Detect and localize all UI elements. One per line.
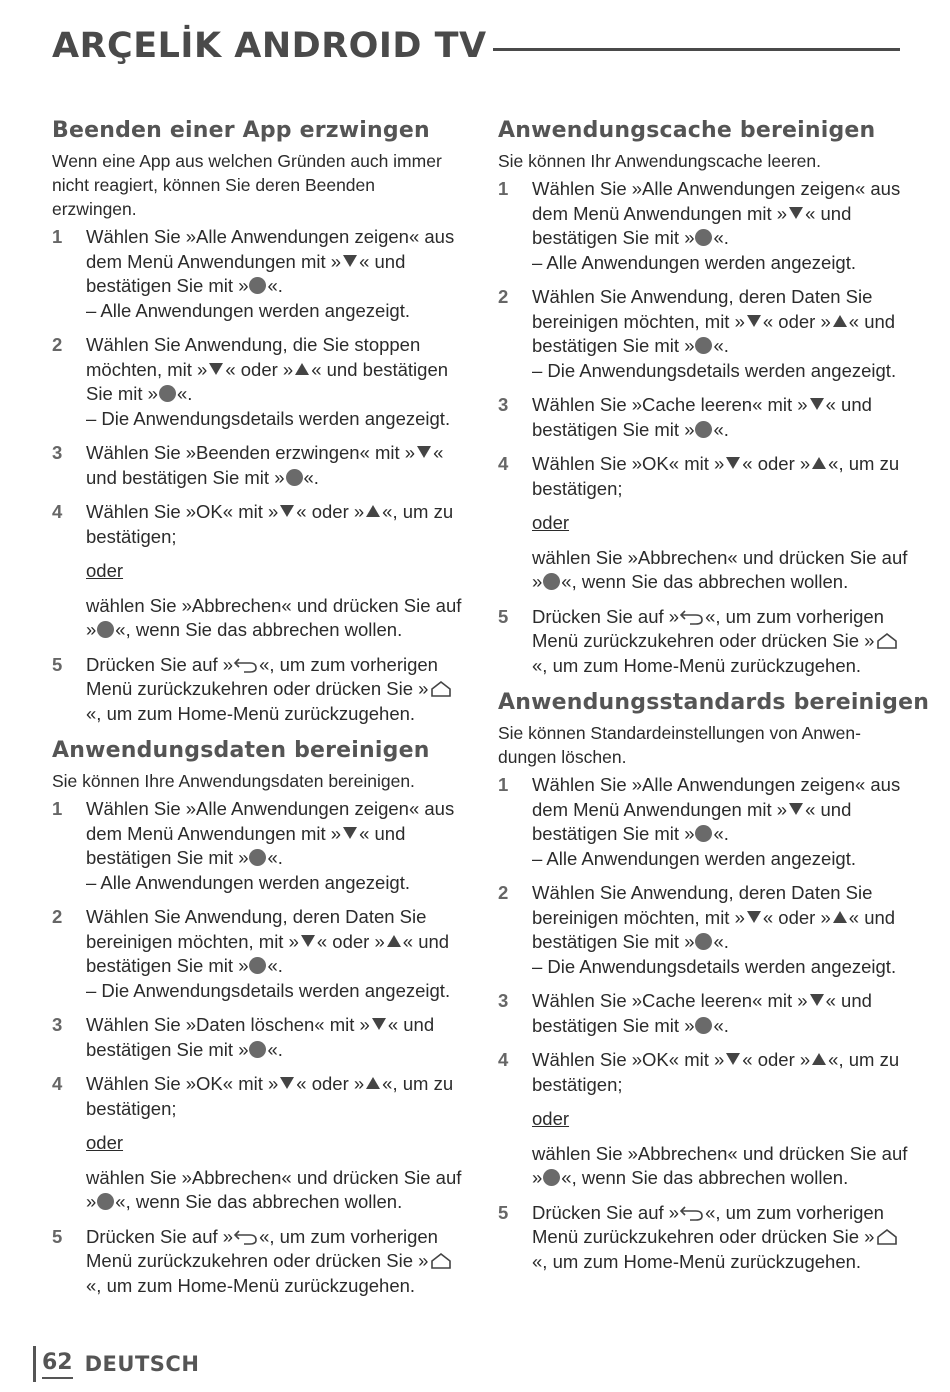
arrow-down-icon bbox=[726, 457, 740, 469]
section-force-stop bbox=[52, 118, 464, 726]
step-result: – Alle Anwendungen werden angezeigt. bbox=[86, 299, 411, 321]
arrow-down-icon bbox=[280, 1077, 294, 1089]
ok-button-icon bbox=[97, 1193, 114, 1210]
step-3 bbox=[52, 1013, 464, 1062]
section-intro: Wenn eine App aus welchen Gründen auch immer nicht reagiert, können Sie deren Beenden erzwingen. bbox=[52, 151, 442, 219]
home-icon bbox=[874, 1228, 900, 1246]
step-text: Wählen Sie »OK« mit » « oder » «, um zu bestätigen; bbox=[86, 501, 454, 547]
ok-button-icon bbox=[159, 385, 176, 402]
section-intro: Sie können Standardeinstellungen von Anwendungen löschen. bbox=[498, 723, 861, 767]
step-text: Wählen Sie »Daten löschen« mit » « und bestätigen Sie mit » «. bbox=[86, 1014, 435, 1060]
left-column bbox=[52, 118, 464, 1310]
page-footer bbox=[33, 1346, 199, 1382]
step-number: 5 bbox=[52, 1225, 63, 1247]
arrow-down-icon bbox=[747, 315, 761, 327]
step-result: – Alle Anwendungen werden angezeigt. bbox=[86, 871, 411, 893]
arrow-down-icon bbox=[810, 994, 824, 1006]
step-text: Wählen Sie »Alle Anwendungen zeigen« aus dem Menü Anwendungen mit » « und bestätigen Sie mit » «. bbox=[86, 226, 455, 296]
step-text: Wählen Sie Anwendung, die Sie stoppen möchten, mit » « oder » « und bestätigen Sie mit » «. bbox=[86, 334, 449, 404]
step-number: 5 bbox=[498, 605, 509, 627]
section-intro: Sie können Ihr Anwendungscache leeren. bbox=[498, 151, 822, 171]
ok-button-icon bbox=[286, 469, 303, 486]
step-text: Drücken Sie auf » «, um zum vorherigen Menü zurückzukehren oder drücken Sie »«, um zum Home-Menü zurückzugehen. bbox=[86, 1225, 464, 1299]
or-label: oder bbox=[86, 560, 124, 581]
home-icon bbox=[428, 1252, 454, 1270]
section-clear-cache bbox=[498, 118, 910, 678]
arrow-up-icon bbox=[366, 1077, 380, 1089]
step-number: 4 bbox=[498, 453, 509, 474]
arrow-down-icon bbox=[726, 1053, 740, 1065]
step-text: Wählen Sie »OK« mit » « oder » «, um zu bestätigen; bbox=[532, 1049, 900, 1095]
back-icon bbox=[679, 1204, 705, 1222]
step-5 bbox=[498, 1201, 910, 1275]
step-text: Wählen Sie Anwendung, deren Daten Sie bereinigen möchten, mit » « oder » « und bestätigen Sie mit » «. bbox=[532, 286, 896, 356]
step-text: Wählen Sie Anwendung, deren Daten Sie bereinigen möchten, mit » « oder » « und bestätigen Sie mit » «. bbox=[532, 882, 896, 952]
step-result: – Die Anwendungsdetails werden angezeigt. bbox=[532, 359, 897, 381]
or-label: oder bbox=[532, 512, 570, 533]
step-text: Wählen Sie »Beenden erzwingen« mit » « und bestätigen Sie mit » «. bbox=[86, 442, 444, 488]
arrow-up-icon bbox=[295, 363, 309, 375]
step-text: Wählen Sie Anwendung, deren Daten Sie bereinigen möchten, mit » « oder » « und bestätigen Sie mit » «. bbox=[86, 906, 450, 976]
ok-button-icon bbox=[695, 1017, 712, 1034]
back-icon bbox=[233, 1228, 259, 1246]
step-number: 4 bbox=[52, 501, 63, 522]
step-1 bbox=[498, 773, 910, 871]
step-number: 3 bbox=[498, 394, 509, 415]
arrow-down-icon bbox=[417, 446, 431, 458]
step-text: Wählen Sie »Alle Anwendungen zeigen« aus dem Menü Anwendungen mit » « und bestätigen Sie mit » «. bbox=[532, 774, 901, 844]
step-number: 3 bbox=[52, 1014, 63, 1035]
section-title: Anwendungsstandards bereinigen bbox=[498, 690, 930, 715]
arrow-down-icon bbox=[343, 255, 357, 267]
back-icon bbox=[679, 608, 705, 626]
arrow-down-icon bbox=[789, 207, 803, 219]
footer-bar bbox=[33, 1346, 36, 1382]
title-rule bbox=[493, 48, 900, 51]
or-label: oder bbox=[532, 1108, 570, 1129]
ok-button-icon bbox=[249, 277, 266, 294]
arrow-up-icon bbox=[833, 911, 847, 923]
step-text: Wählen Sie »OK« mit » « oder » «, um zu bestätigen; bbox=[532, 453, 900, 499]
step-3 bbox=[52, 441, 464, 490]
page-title: ARÇELİK ANDROID TV bbox=[52, 26, 487, 66]
step-number: 4 bbox=[52, 1073, 63, 1094]
arrow-up-icon bbox=[812, 457, 826, 469]
section-title: Anwendungscache bereinigen bbox=[498, 118, 876, 143]
home-icon bbox=[874, 632, 900, 650]
step-number: 1 bbox=[498, 178, 509, 199]
arrow-down-icon bbox=[810, 398, 824, 410]
arrow-up-icon bbox=[812, 1053, 826, 1065]
home-icon bbox=[428, 680, 454, 698]
ok-button-icon bbox=[249, 849, 266, 866]
step-number: 1 bbox=[52, 226, 63, 247]
step-alt-text: wählen Sie »Abbrechen« und drücken Sie auf » «, wenn Sie das abbrechen wollen. bbox=[86, 594, 462, 640]
or-label: oder bbox=[86, 1132, 124, 1153]
step-2 bbox=[498, 285, 910, 383]
step-number: 5 bbox=[52, 653, 63, 675]
section-clear-defaults bbox=[498, 690, 930, 1274]
step-1 bbox=[52, 797, 464, 895]
step-number: 3 bbox=[498, 990, 509, 1011]
ok-button-icon bbox=[695, 825, 712, 842]
arrow-down-icon bbox=[747, 911, 761, 923]
step-1 bbox=[498, 177, 910, 275]
step-result: – Die Anwendungsdetails werden angezeigt. bbox=[532, 955, 897, 977]
ok-button-icon bbox=[695, 421, 712, 438]
step-number: 2 bbox=[498, 882, 509, 903]
section-title: Beenden einer App erzwingen bbox=[52, 118, 430, 143]
step-5 bbox=[52, 1225, 464, 1299]
step-5 bbox=[498, 605, 910, 679]
section-clear-data bbox=[52, 738, 464, 1298]
step-result: – Alle Anwendungen werden angezeigt. bbox=[532, 251, 857, 273]
step-result: – Alle Anwendungen werden angezeigt. bbox=[532, 847, 857, 869]
step-number: 2 bbox=[52, 334, 63, 355]
step-2 bbox=[52, 905, 464, 1003]
step-text: Drücken Sie auf » «, um zum vorherigen Menü zurückzukehren oder drücken Sie »«, um zum Home-Menü zurückzugehen. bbox=[532, 1201, 910, 1275]
step-alt-text: wählen Sie »Abbrechen« und drücken Sie auf » «, wenn Sie das abbrechen wollen. bbox=[532, 1142, 908, 1188]
right-column bbox=[498, 118, 930, 1286]
arrow-down-icon bbox=[372, 1018, 386, 1030]
arrow-down-icon bbox=[280, 505, 294, 517]
step-text: Drücken Sie auf » «, um zum vorherigen Menü zurückzukehren oder drücken Sie »«, um zum Home-Menü zurückzugehen. bbox=[532, 605, 910, 679]
step-alt-text: wählen Sie »Abbrechen« und drücken Sie auf » «, wenn Sie das abbrechen wollen. bbox=[532, 546, 908, 592]
ok-button-icon bbox=[695, 337, 712, 354]
step-text: Wählen Sie »Alle Anwendungen zeigen« aus dem Menü Anwendungen mit » « und bestätigen Sie mit » «. bbox=[86, 798, 455, 868]
step-number: 1 bbox=[52, 798, 63, 819]
step-4 bbox=[498, 1048, 910, 1191]
step-number: 3 bbox=[52, 442, 63, 463]
step-1 bbox=[52, 225, 464, 323]
step-number: 1 bbox=[498, 774, 509, 795]
ok-button-icon bbox=[543, 1169, 560, 1186]
arrow-up-icon bbox=[833, 315, 847, 327]
step-2 bbox=[52, 333, 464, 431]
arrow-down-icon bbox=[209, 363, 223, 375]
step-text: Drücken Sie auf » «, um zum vorherigen Menü zurückzukehren oder drücken Sie »«, um zum Home-Menü zurückzugehen. bbox=[86, 653, 464, 727]
step-4 bbox=[52, 500, 464, 643]
step-number: 2 bbox=[52, 906, 63, 927]
section-intro: Sie können Ihre Anwendungsdaten bereinigen. bbox=[52, 771, 415, 791]
page-header bbox=[52, 24, 900, 68]
step-number: 5 bbox=[498, 1201, 509, 1223]
arrow-up-icon bbox=[366, 505, 380, 517]
step-5 bbox=[52, 653, 464, 727]
ok-button-icon bbox=[543, 573, 560, 590]
step-2 bbox=[498, 881, 910, 979]
page-number: 62 bbox=[42, 1350, 73, 1379]
step-text: Wählen Sie »OK« mit » « oder » «, um zu bestätigen; bbox=[86, 1073, 454, 1119]
step-text: Wählen Sie »Cache leeren« mit » « und bestätigen Sie mit » «. bbox=[532, 394, 872, 440]
arrow-down-icon bbox=[301, 935, 315, 947]
step-3 bbox=[498, 989, 910, 1038]
ok-button-icon bbox=[695, 229, 712, 246]
step-alt-text: wählen Sie »Abbrechen« und drücken Sie auf » «, wenn Sie das abbrechen wollen. bbox=[86, 1166, 462, 1212]
step-3 bbox=[498, 393, 910, 442]
step-4 bbox=[52, 1072, 464, 1215]
step-number: 2 bbox=[498, 286, 509, 307]
back-icon bbox=[233, 656, 259, 674]
arrow-down-icon bbox=[343, 827, 357, 839]
step-text: Wählen Sie »Alle Anwendungen zeigen« aus dem Menü Anwendungen mit » « und bestätigen Sie mit » «. bbox=[532, 178, 901, 248]
step-result: – Die Anwendungsdetails werden angezeigt. bbox=[86, 979, 451, 1001]
step-text: Wählen Sie »Cache leeren« mit » « und bestätigen Sie mit » «. bbox=[532, 990, 872, 1036]
step-4 bbox=[498, 452, 910, 595]
arrow-up-icon bbox=[387, 935, 401, 947]
ok-button-icon bbox=[249, 957, 266, 974]
step-number: 4 bbox=[498, 1049, 509, 1070]
step-result: – Die Anwendungsdetails werden angezeigt. bbox=[86, 407, 451, 429]
ok-button-icon bbox=[695, 933, 712, 950]
ok-button-icon bbox=[97, 621, 114, 638]
arrow-down-icon bbox=[789, 803, 803, 815]
language-label: DEUTSCH bbox=[84, 1352, 200, 1376]
ok-button-icon bbox=[249, 1041, 266, 1058]
section-title: Anwendungsdaten bereinigen bbox=[52, 738, 430, 763]
